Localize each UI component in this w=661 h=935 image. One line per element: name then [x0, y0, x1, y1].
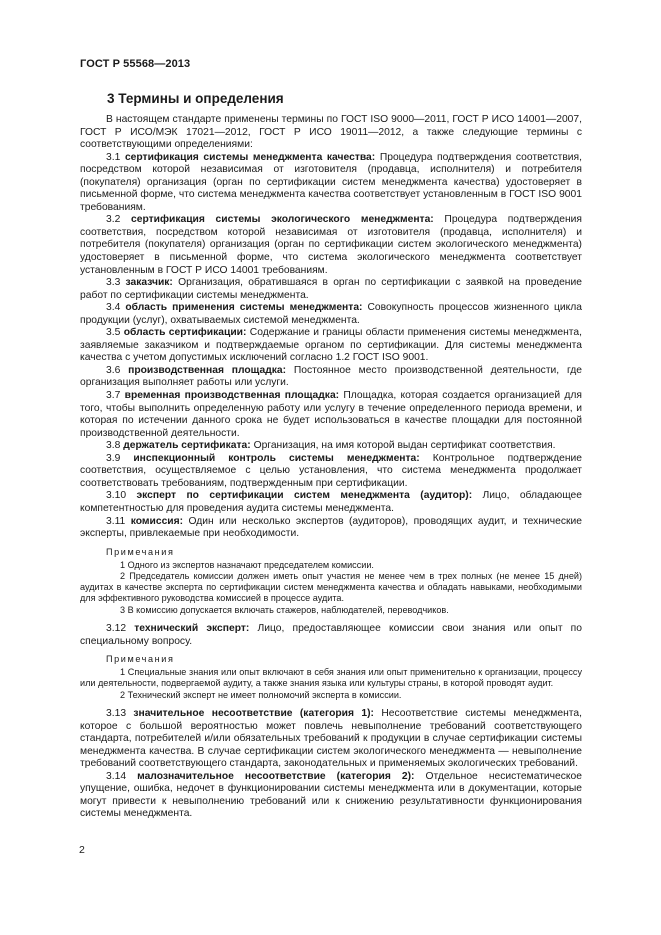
term-name: малозначительное несоответствие (категория 2): [137, 770, 415, 782]
note-item: 2 Председатель комиссии должен иметь опыт участия не менее чем в трех полных (не менее 15 дней) аудитах в качестве эксперта по сертификации систем менеджмента качества и обладать навыками, необходимыми для эффективного руководства комиссией в процессе аудита. [80, 570, 582, 604]
section-title: 3 Термины и определения [107, 91, 284, 106]
term-paragraph [80, 490, 582, 515]
term-name: производственная площадка: [128, 364, 287, 376]
term-definition: Организация, на имя которой выдан сертификат соответствия. [253, 440, 556, 452]
term-definition: Лицо, предоставляющее комиссии свои знания или опыт по специальному вопросу. [80, 623, 582, 647]
term-paragraph-3-12 [80, 623, 582, 648]
term-definition: Процедура подтверждения соответствия, посредством которой независимая от изготовителя (продавца, исполнителя) и потребителя (покупателя) организация (орган по сертификации систем менеджмента качества) удостоверяет в письменной форме, что система менеджмента качества соответствует установленным в ГОСТ ISO 9001 требованиям. [80, 151, 582, 213]
document-id: ГОСТ Р 55568—2013 [80, 58, 191, 70]
term-paragraph [80, 516, 582, 541]
term-number: 3.13 [106, 708, 127, 720]
term-number: 3.8 [106, 440, 121, 452]
term-number: 3.11 [106, 515, 126, 527]
term-number: 3.1 [106, 151, 121, 163]
term-definition: Один или несколько экспертов (аудиторов), проводящих аудит, и технические эксперты, привлекаемые при необходимости. [80, 515, 582, 540]
note-item: 2 Технический эксперт не имеет полномочий эксперта в комиссии. [120, 689, 402, 700]
term-number: 3.12 [106, 623, 127, 635]
term-name: область сертификации: [123, 327, 247, 339]
term-name: технический эксперт: [134, 623, 250, 635]
term-name: заказчик: [125, 277, 173, 289]
term-definition: Площадка, которая создается организацией для того, чтобы выполнить определенную работу или услугу в течение определенного периода времени, и которая по истечении данного срока не будет использоваться в качестве площадки для постоянной производственной деятельности. [80, 390, 582, 439]
term-name: эксперт по сертификации систем менеджмента (аудитор): [136, 490, 473, 502]
term-name: сертификация системы экологического менеджмента: [131, 214, 434, 226]
term-name: временная производственная площадка: [124, 390, 340, 402]
notes-list [80, 667, 582, 701]
term-number: 3.10 [106, 490, 127, 502]
page-number: 2 [79, 844, 85, 856]
note-item: 1 Специальные знания или опыт включают в себя знания или опыт применительно к организации, процессу или деятельности, подвергаемой аудиту, а также знания языка или культуры страны, в которой проводят аудит. [80, 667, 582, 689]
term-paragraph [80, 453, 582, 491]
term-paragraph [80, 277, 582, 302]
note-item: 3 В комиссию допускается включать стажеров, наблюдателей, переводчиков. [120, 604, 449, 615]
term-number: 3.2 [106, 214, 121, 226]
term-name: область применения системы менеджмента: [125, 302, 363, 314]
term-paragraph [80, 440, 582, 453]
term-name: инспекционный контроль системы менеджмента: [133, 452, 420, 464]
notes-heading: Примечания [106, 654, 175, 665]
term-definition: Содержание и границы области применения системы менеджмента, заявляемые заказчиком и подтверждаемые органом по сертификации. Для системы менеджмента качества с учетом допустимых исключений согласно 1.2 ГОСТ ISO 9001. [80, 327, 582, 364]
term-paragraph [80, 152, 582, 215]
term-number: 3.14 [106, 770, 127, 782]
term-paragraph [80, 390, 582, 440]
term-name: комиссия: [130, 515, 184, 527]
term-number: 3.7 [106, 390, 121, 402]
term-paragraph [80, 365, 582, 390]
term-definition: Лицо, обладающее компетентностью для проведения аудита системы менеджмента. [80, 490, 582, 514]
term-definition: Постоянное место производственной деятельности, где организация выполняет работы или услуги. [80, 364, 582, 389]
term-name: значительное несоответствие (категория 1): [133, 708, 374, 720]
term-definition: Несоответствие системы менеджмента, которое с большой вероятностью может повлечь невыполнение требований соответствующего стандарта, потребителей и/или обязательных требований к продукции в случае сертификации системы менеджмента качества. В случае сертификации систем экологического менеджмента — невыполнение требований соответствующего стандарта, законодательных и применяемых экологических требований. [80, 708, 582, 770]
intro-paragraph: В настоящем стандарте применены термины по ГОСТ ISO 9000—2011, ГОСТ Р ИСО 14001—2007, ГОСТ Р ИСО/МЭК 17021—2012, ГОСТ Р ИСО 19011—2012, а также следующие термины с соответствующими определениями: [80, 114, 582, 151]
term-number: 3.6 [106, 364, 121, 376]
term-definition: Процедура подтверждения соответствия, посредством которой независимая от изготовителя (продавца, исполнителя) и потребителя (покупателя) организация (орган по сертификации систем экологического менеджмента) удостоверяет в письменной форме, что система экологического менеджмента соответствует установленным в ГОСТ Р ИСО 14001 требованиям. [80, 214, 582, 276]
terms-list [80, 152, 582, 541]
notes-list [80, 560, 582, 616]
term-paragraph [80, 214, 582, 277]
term-definition: Организация, обратившаяся в орган по сертификации с заявкой на проведение работ по сертификации системы менеджмента. [80, 277, 582, 301]
term-name: сертификация системы менеджмента качества: [124, 151, 376, 163]
terms-list [80, 708, 582, 821]
term-number: 3.5 [106, 327, 121, 339]
term-definition: Совокупность процессов жизненного цикла продукции (услуг), охватываемых системой менеджмента. [80, 302, 582, 326]
term-definition: Отдельное несистематическое упущение, ошибка, недочет в функционировании системы менеджмента или в документации, которые могут привести к невыполнению требований или к снижению результативности функционирования системы менеджмента. [80, 770, 582, 820]
term-paragraph [80, 771, 582, 821]
term-number: 3.4 [106, 302, 121, 314]
note-item: 1 Одного из экспертов назначают председателем комиссии. [120, 559, 374, 570]
term-paragraph [80, 327, 582, 365]
term-number: 3.3 [106, 277, 121, 289]
term-name: держатель сертификата: [123, 440, 251, 452]
term-definition: Контрольное подтверждение соответствия, осуществляемое с целью установления, что система менеджмента продолжает соответствовать требованиям, подтвержденным при сертификации. [80, 452, 582, 489]
term-paragraph [80, 302, 582, 327]
term-number: 3.9 [106, 452, 121, 464]
notes-heading: Примечания [106, 546, 175, 557]
term-paragraph [80, 708, 582, 771]
document-body [80, 114, 582, 821]
